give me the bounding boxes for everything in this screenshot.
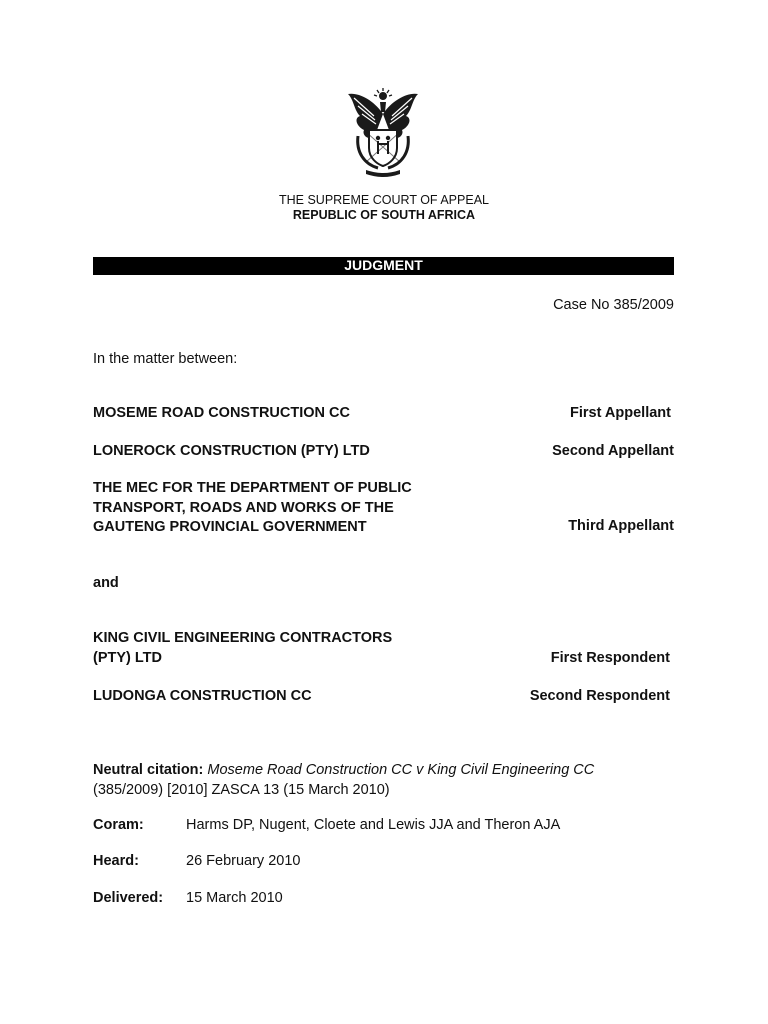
republic-name: REPUBLIC OF SOUTH AFRICA <box>292 208 476 222</box>
intro-text: In the matter between: <box>93 351 238 367</box>
citation-label: Neutral citation: <box>93 762 204 778</box>
party-role: Third Appellant <box>568 518 674 534</box>
party-name: LUDONGA CONSTRUCTION CC <box>93 688 312 704</box>
party-name <box>93 629 392 668</box>
delivered-label: Delivered: <box>93 890 164 906</box>
party-role: First Appellant <box>570 405 671 421</box>
citation-reference: (385/2009) [2010] ZASCA 13 (15 March 2010) <box>93 781 390 798</box>
heard-label: Heard: <box>93 853 139 869</box>
citation-first-line <box>93 761 693 781</box>
citation-case-name: Moseme Road Construction CC v King Civil Engineering CC <box>207 762 595 778</box>
party-name-line: THE MEC FOR THE DEPARTMENT OF PUBLIC <box>93 480 412 496</box>
party-role: First Respondent <box>550 650 670 666</box>
party-role: Second Respondent <box>529 688 670 704</box>
party-name-line: TRANSPORT, ROADS AND WORKS OF THE <box>93 499 394 516</box>
party-name <box>93 479 412 538</box>
case-number: Case No 385/2009 <box>553 297 674 313</box>
party-name: LONEROCK CONSTRUCTION (PTY) LTD <box>93 443 370 459</box>
court-name: THE SUPREME COURT OF APPEAL <box>278 193 489 207</box>
judgment-banner: JUDGMENT <box>93 257 674 275</box>
coat-of-arms-icon <box>344 86 422 178</box>
party-name: MOSEME ROAD CONSTRUCTION CC <box>93 405 350 421</box>
and-separator: and <box>93 575 119 591</box>
coram-value: Harms DP, Nugent, Cloete and Lewis JJA and Theron AJA <box>186 817 561 833</box>
party-name-line: (PTY) LTD <box>93 649 162 666</box>
heard-value: 26 February 2010 <box>186 853 301 869</box>
party-name-line: KING CIVIL ENGINEERING CONTRACTORS <box>93 630 393 646</box>
delivered-value: 15 March 2010 <box>186 890 283 906</box>
party-role: Second Appellant <box>552 443 674 459</box>
coram-label: Coram: <box>93 817 144 833</box>
party-name-line: GAUTENG PROVINCIAL GOVERNMENT <box>93 519 367 535</box>
neutral-citation <box>93 761 693 800</box>
